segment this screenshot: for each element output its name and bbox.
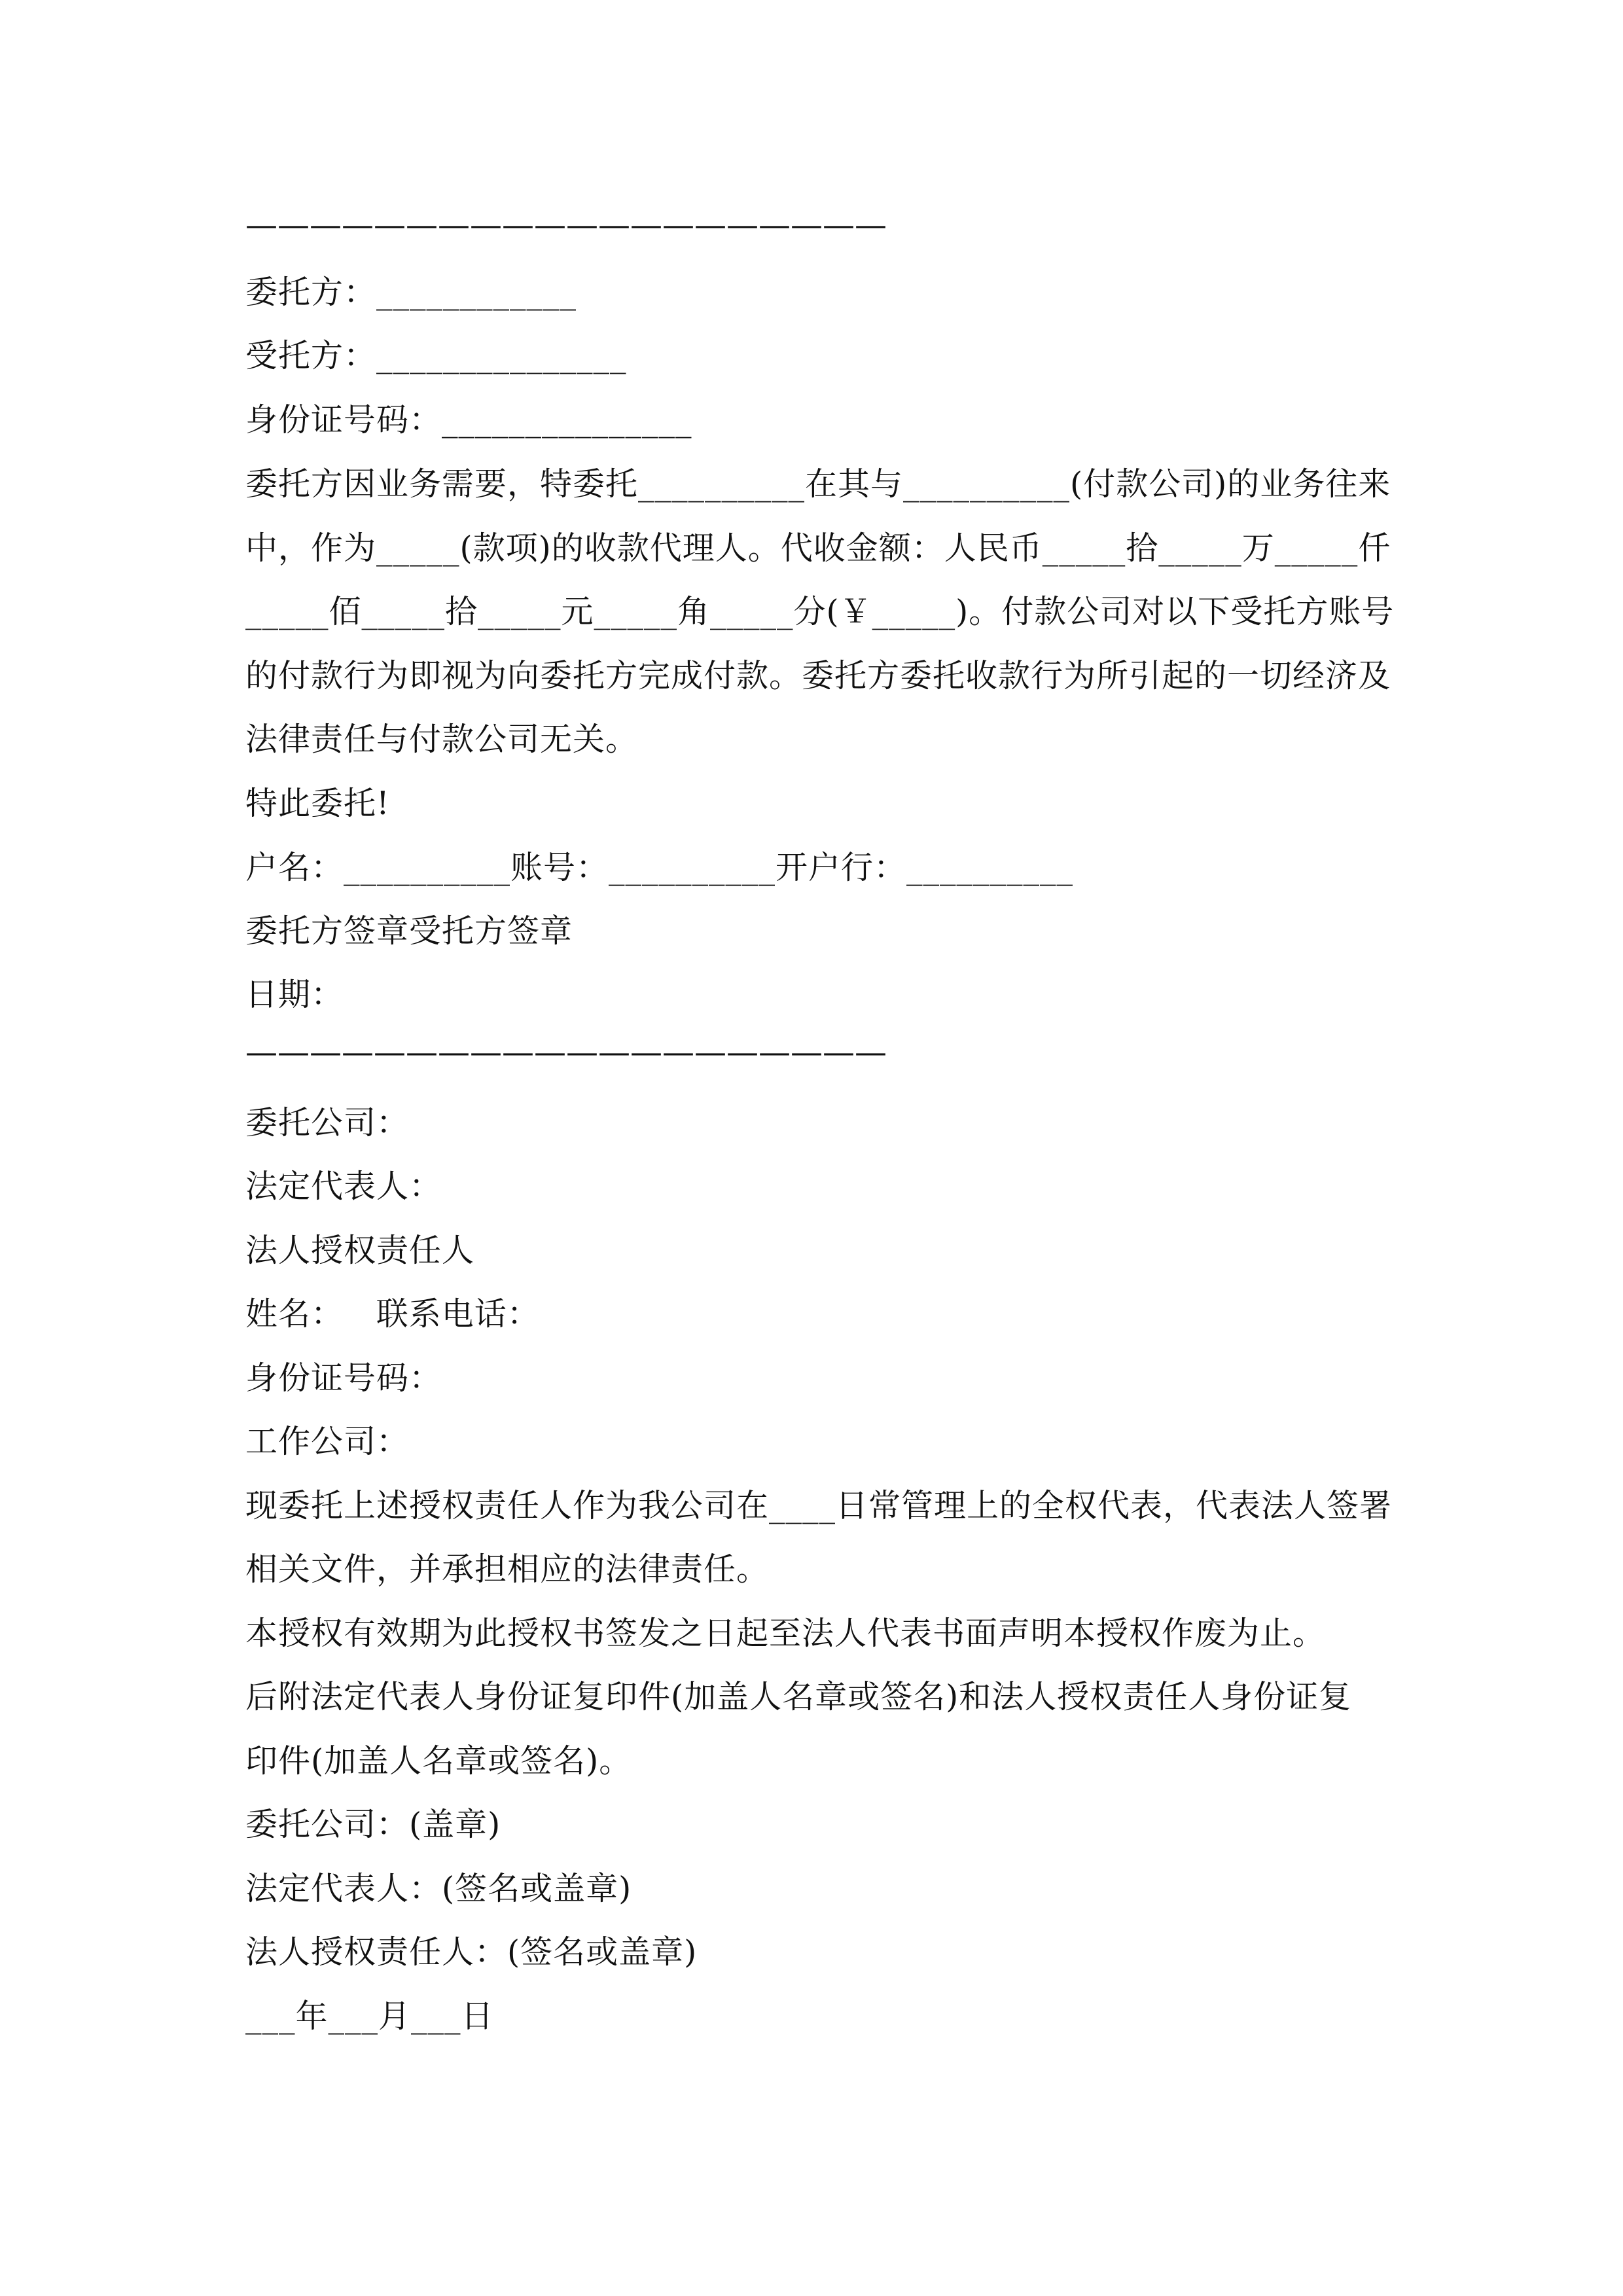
work-company-field: 工作公司： [245,1423,410,1460]
company-field: 委托公司： [245,1104,410,1141]
seal-authorized-person-line: 法人授权责任人：(签名或盖章) [245,1933,698,1971]
signature-line: 委托方签章受托方签章 [245,912,573,950]
attachment-line2: 印件(加盖人名章或签名)。 [245,1742,632,1780]
agent-field: 受托方：_______________ [245,337,627,374]
entrust-paragraph-line5: 法律责任与付款公司无关。 [245,721,639,758]
seal-legal-rep-line: 法定代表人：(签名或盖章) [245,1870,632,1907]
authorization-paragraph-line1: 现委托上述授权责任人作为我公司在____日常管理上的全权代表，代表法人签署 [245,1487,1393,1524]
middle-divider: ———————————————————— [245,1033,887,1071]
id-number-field-2: 身份证号码： [245,1359,442,1397]
name-phone-field: 姓名： 联系电话： [245,1295,540,1333]
entrust-paragraph-line3: _____佰_____拾_____元_____角_____分(￥_____)。付款公司对以下受托方账号 [245,593,1395,630]
account-info-line: 户名：__________账号：__________开户行：__________ [245,849,1074,886]
authorized-person-heading: 法人授权责任人 [245,1232,475,1269]
final-date-line: ___年___月___日 [245,1998,494,2035]
seal-company-line: 委托公司：(盖章) [245,1806,501,1843]
entrust-paragraph-line1: 委托方因业务需要，特委托__________在其与__________(付款公司)的业务往来 [245,465,1391,503]
entrust-paragraph-line2: 中，作为_____(款项)的收款代理人。代收金额：人民币_____拾_____万_____仟 [245,529,1391,567]
date-line: 日期： [245,976,344,1013]
authorization-paragraph-line2: 相关文件，并承担相应的法律责任。 [245,1551,770,1588]
special-entrust-line: 特此委托! [245,785,390,822]
top-divider: ———————————————————— [245,206,887,243]
attachment-line1: 后附法定代表人身份证复印件(加盖人名章或签名)和法人授权责任人身份证复 [245,1678,1352,1715]
id-number-field: 身份证号码：_______________ [245,401,692,439]
entrust-paragraph-line4: 的付款行为即视为向委托方完成付款。委托方委托收款行为所引起的一切经济及 [245,657,1391,694]
validity-line: 本授权有效期为此授权书签发之日起至法人代表书面声明本授权作废为止。 [245,1615,1326,1652]
legal-rep-field: 法定代表人： [245,1168,442,1205]
client-field: 委托方：____________ [245,274,577,311]
